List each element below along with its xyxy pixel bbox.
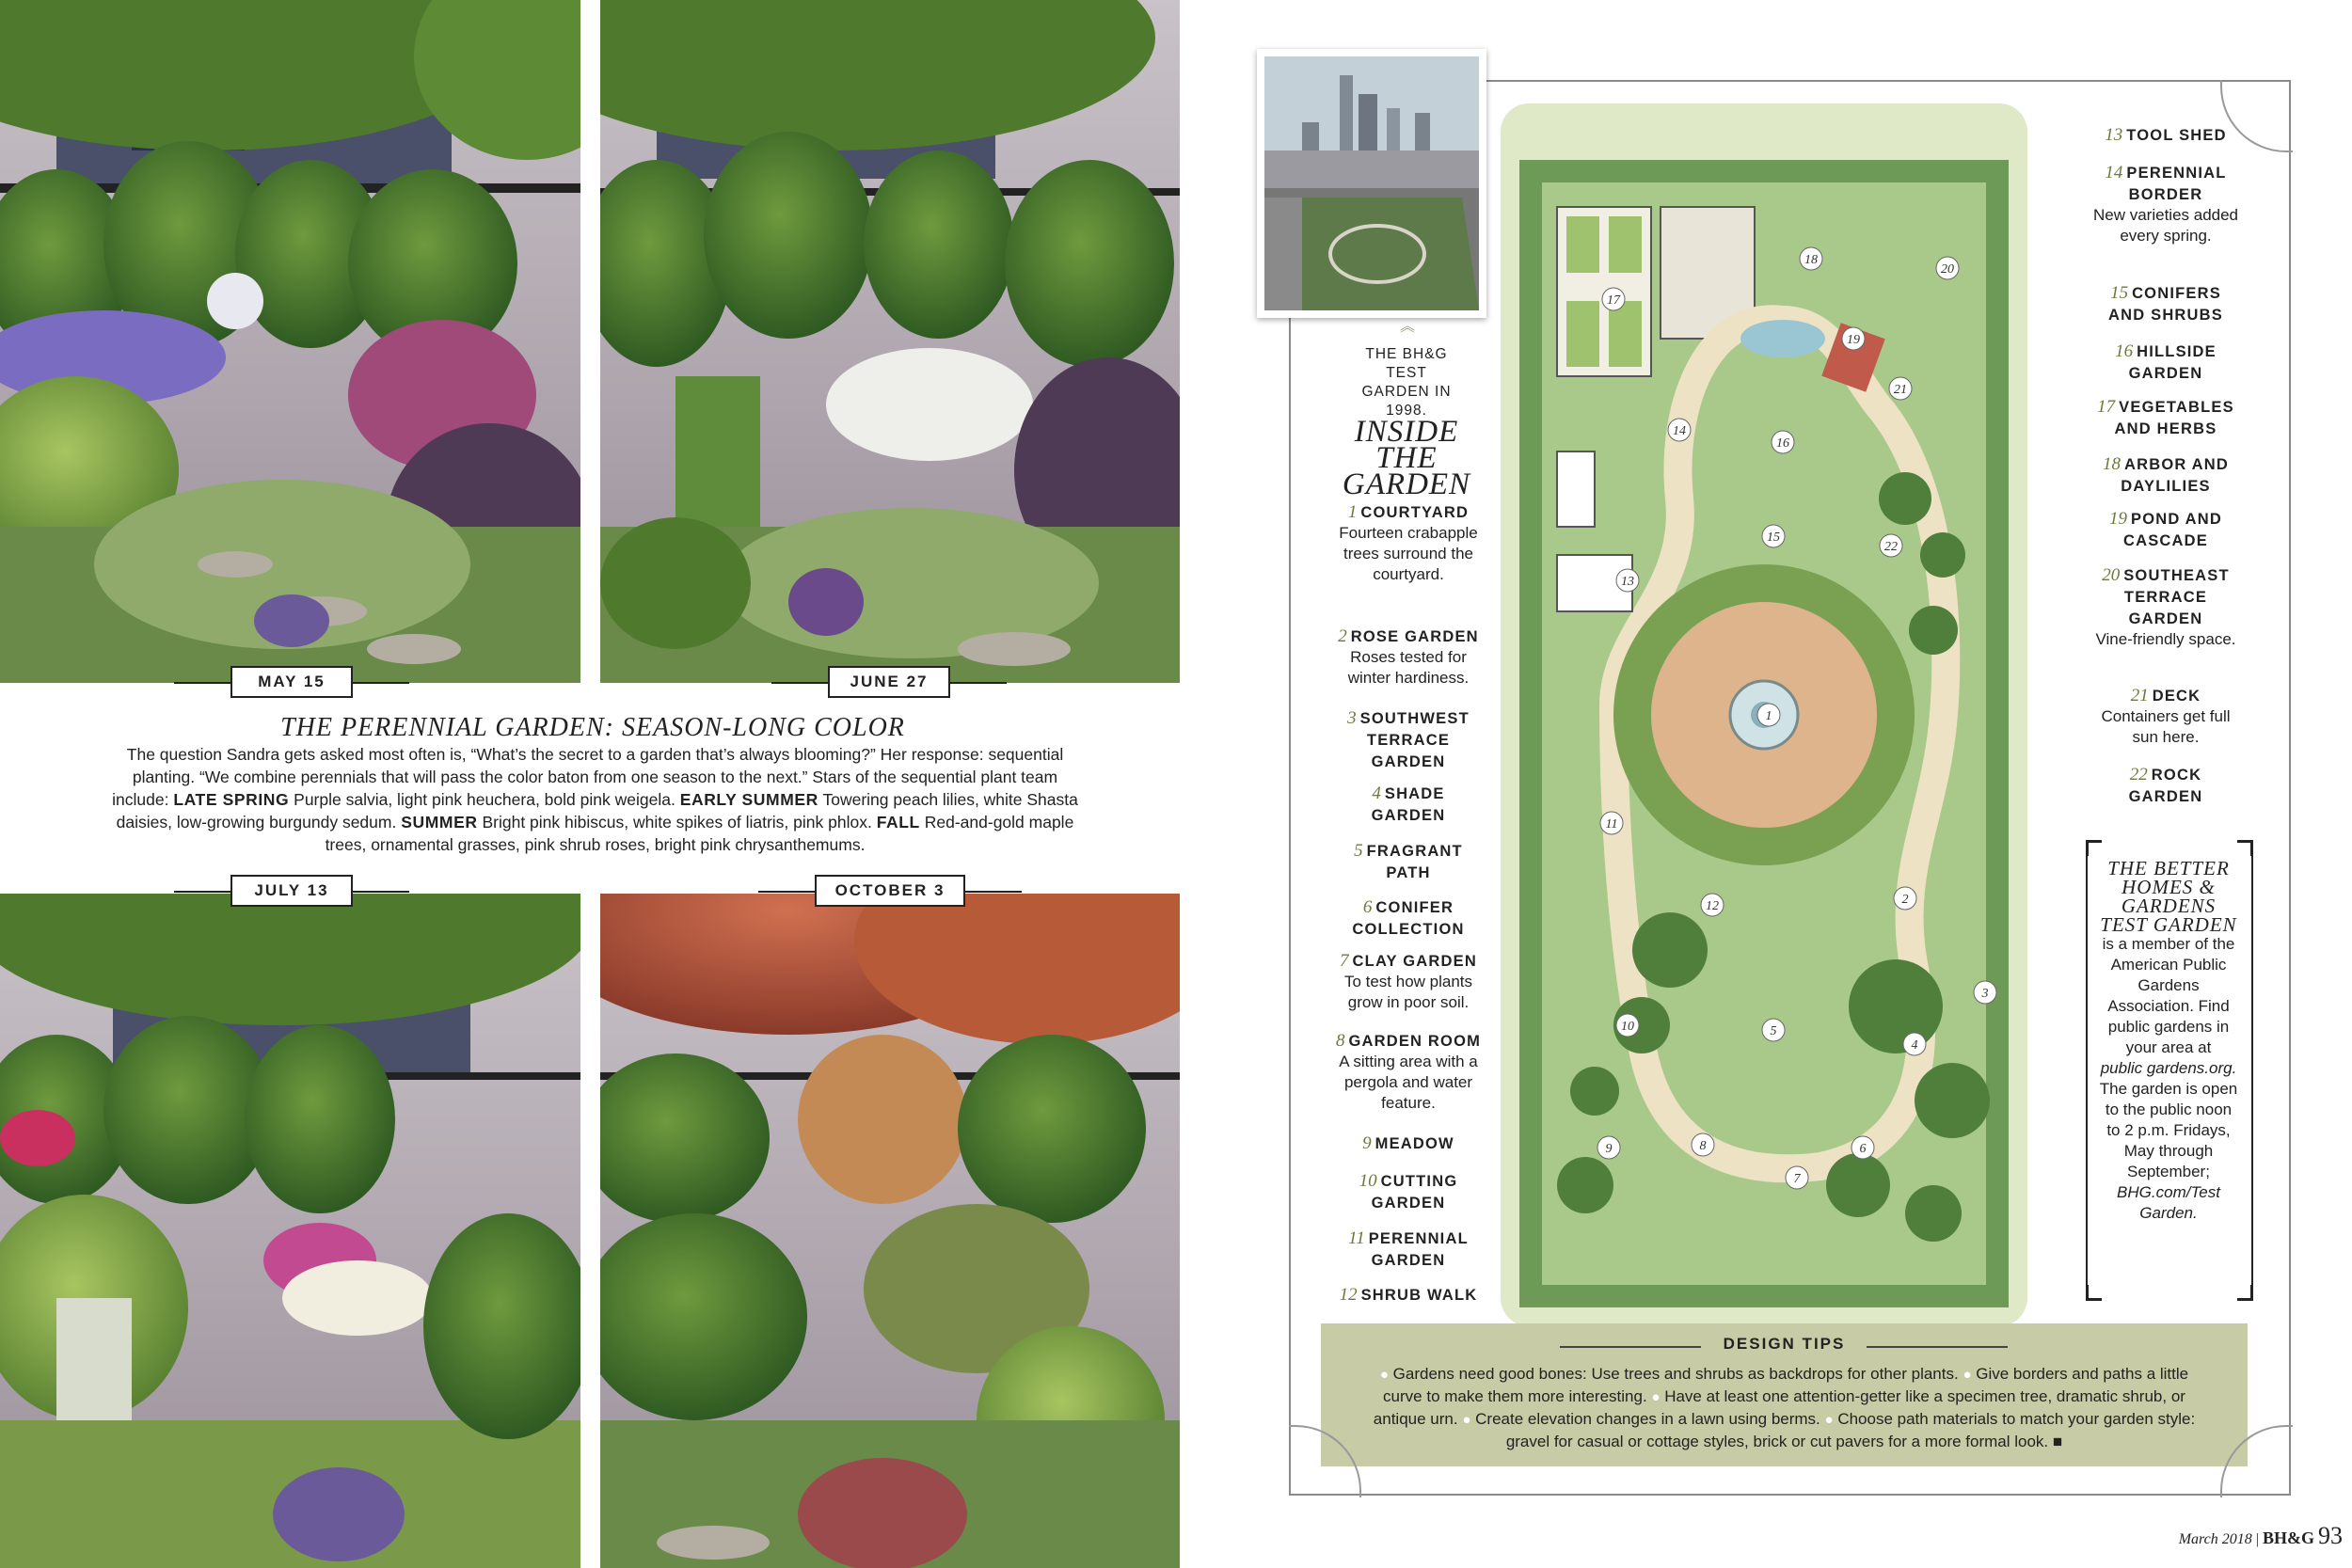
caption-intro: The question Sandra gets asked most often is, “What’s the secret to a garden that’s always blooming?” Her response: sequential planting. “We combine perennials that will pass the color baton from one season to the next.” Stars of the sequential plant team include:	[112, 745, 1064, 809]
legend-item	[2090, 124, 2241, 146]
legend-item	[1334, 896, 1483, 940]
season-text-fall: Red-and-gold maple trees, ornamental grasses, pink shrub roses, bright pink chrysanthemums.	[325, 813, 1074, 854]
inside-title-line3: GARDEN	[1342, 467, 1471, 501]
svg-text:22: 22	[1884, 540, 1898, 554]
season-label-early-summer: EARLY SUMMER	[679, 790, 818, 809]
legend-name: TOOL SHED	[2126, 127, 2227, 144]
date-label-june: JUNE 27	[828, 666, 950, 698]
legend-number: 20	[2102, 565, 2121, 585]
svg-text:1: 1	[1765, 709, 1772, 723]
legend-number: 17	[2097, 397, 2116, 417]
inset-arrow-icon: ︽	[1400, 319, 1416, 335]
folio-date: March 2018	[2178, 1531, 2252, 1547]
inset-caption: THE BH&G TEST GARDEN IN 1998.	[1361, 346, 1452, 419]
caption-title: THE PERENNIAL GARDEN: SEASON-LONG COLOR	[280, 713, 905, 742]
tip-4: Create elevation changes in a lawn using berms.	[1475, 1410, 1820, 1428]
legend-item	[1334, 783, 1483, 826]
season-label-summer: SUMMER	[401, 813, 478, 832]
legend-name: HILLSIDE GARDEN	[2128, 343, 2217, 382]
legend-name: SHADE GARDEN	[1371, 785, 1446, 824]
legend-description: New varieties added every spring.	[2092, 206, 2239, 245]
svg-text:16: 16	[1776, 436, 1789, 451]
legend-name: ROSE GARDEN	[1350, 628, 1479, 645]
legend-item	[2090, 162, 2241, 246]
inset-photo	[1257, 49, 1486, 318]
legend-number: 19	[2109, 509, 2127, 529]
svg-text:5: 5	[1770, 1024, 1777, 1038]
inside-title-line1: INSIDE	[1354, 415, 1459, 449]
photo-july	[0, 894, 580, 1568]
legend-number: 8	[1335, 1031, 1345, 1051]
tip-1: Gardens need good bones: Use trees and shrubs as backdrops for other plants.	[1392, 1365, 1959, 1383]
legend-name: SHRUB WALK	[1360, 1287, 1478, 1304]
tip-2: Give borders and paths a little curve to make them more interesting.	[1383, 1365, 2189, 1405]
svg-text:19: 19	[1847, 333, 1860, 347]
garden-map	[1501, 103, 2027, 1326]
legend-item	[1334, 626, 1483, 689]
legend-name: DECK	[2152, 688, 2201, 705]
legend-name: CONIFERS AND SHRUBS	[2107, 285, 2223, 324]
legend-number: 15	[2110, 283, 2129, 303]
legend-number: 3	[1347, 708, 1357, 728]
legend-item	[1334, 1132, 1483, 1154]
svg-text:20: 20	[1941, 262, 1954, 277]
tip-bullet-icon: ●	[1379, 1367, 1389, 1383]
legend-item	[2090, 685, 2241, 748]
legend-name: PERENNIAL BORDER	[2126, 165, 2227, 203]
svg-text:18: 18	[1804, 253, 1818, 267]
legend-name: CLAY GARDEN	[1352, 953, 1477, 970]
member-body2: The garden is open to the public noon to 2 p.m. Fridays, May through September;	[2099, 1080, 2238, 1180]
member-link2[interactable]: BHG.com/Test Garden.	[2117, 1183, 2220, 1222]
tips-title: DESIGN TIPS	[1723, 1335, 1846, 1353]
legend-number: 7	[1340, 951, 1349, 971]
legend-item	[1334, 840, 1483, 883]
legend-description: Containers get full sun here.	[2101, 707, 2231, 746]
legend-name: SOUTHEAST TERRACE GARDEN	[2123, 567, 2230, 627]
design-tips	[1321, 1323, 2248, 1466]
legend-item	[1334, 501, 1483, 585]
tip-bullet-icon: ●	[1462, 1412, 1471, 1428]
svg-text:4: 4	[1911, 1038, 1918, 1053]
legend-description: To test how plants grow in poor soil.	[1343, 973, 1473, 1011]
legend-name: PERENNIAL GARDEN	[1368, 1230, 1469, 1269]
legend-number: 14	[2105, 163, 2123, 182]
member-text	[2098, 859, 2239, 1224]
date-label-october: OCTOBER 3	[815, 875, 965, 907]
legend-name: MEADOW	[1375, 1135, 1454, 1152]
legend-item	[2090, 508, 2241, 551]
legend-description: Fourteen crabapple trees surround the courtyard.	[1339, 524, 1478, 583]
svg-text:7: 7	[1793, 1172, 1801, 1186]
caption-body	[103, 743, 1087, 856]
legend-item	[2090, 453, 2241, 497]
legend-number: 10	[1359, 1171, 1377, 1191]
legend-number: 5	[1354, 841, 1363, 861]
svg-text:15: 15	[1767, 531, 1780, 545]
legend-name: GARDEN ROOM	[1348, 1033, 1482, 1050]
photo-may	[0, 0, 580, 683]
date-label-july: JULY 13	[230, 875, 353, 907]
legend-name: CONIFER COLLECTION	[1352, 899, 1465, 938]
tip-bullet-icon: ●	[1824, 1412, 1834, 1428]
svg-text:14: 14	[1673, 424, 1686, 438]
svg-text:9: 9	[1605, 1142, 1613, 1156]
photo-october	[600, 894, 1180, 1568]
legend-item	[2090, 396, 2241, 439]
season-label-late-spring: LATE SPRING	[173, 790, 290, 809]
legend-number: 13	[2105, 125, 2123, 145]
svg-text:17: 17	[1607, 293, 1620, 308]
legend-item	[1334, 1170, 1483, 1213]
inside-title	[1327, 415, 1486, 501]
legend-item	[2090, 341, 2241, 384]
legend-item	[1334, 1227, 1483, 1271]
season-text-late-spring: Purple salvia, light pink heuchera, bold pink weigela.	[294, 790, 675, 809]
legend-description: Vine-friendly space.	[2095, 630, 2236, 648]
tips-end-mark: ■	[2052, 1433, 2063, 1450]
svg-text:11: 11	[1605, 817, 1618, 832]
photo-june	[600, 0, 1180, 683]
legend-number: 4	[1372, 784, 1381, 803]
svg-text:10: 10	[1621, 1020, 1634, 1034]
legend-name: SOUTHWEST TERRACE GARDEN	[1359, 710, 1470, 770]
legend-item	[1334, 1030, 1483, 1114]
folio-page: 93	[2318, 1522, 2343, 1549]
member-body1: is a member of the American Public Gardens Association. Find public gardens in your area at	[2102, 935, 2235, 1056]
legend-number: 12	[1339, 1285, 1358, 1305]
legend-item	[2090, 764, 2241, 807]
tip-bullet-icon: ●	[1963, 1367, 1972, 1383]
season-text-early-summer: Towering peach lilies, white Shasta daisies, low-growing burgundy sedum.	[116, 790, 1078, 832]
season-text-summer: Bright pink hibiscus, white spikes of liatris, pink phlox.	[482, 813, 872, 832]
tip-3: Have at least one attention-getter like a specimen tree, dramatic shrub, or antique urn.	[1373, 1387, 2185, 1428]
tip-bullet-icon: ●	[1651, 1389, 1661, 1405]
legend-name: COURTYARD	[1360, 504, 1470, 521]
svg-text:12: 12	[1706, 899, 1719, 913]
svg-text:6: 6	[1859, 1142, 1867, 1156]
svg-text:13: 13	[1621, 575, 1634, 589]
legend-number: 2	[1338, 626, 1347, 646]
svg-text:3: 3	[1981, 987, 1989, 1001]
legend-name: CUTTING GARDEN	[1371, 1173, 1458, 1212]
svg-text:2: 2	[1901, 893, 1909, 907]
legend-name: POND AND CASCADE	[2123, 511, 2222, 549]
inside-title-line2: THE	[1375, 441, 1438, 475]
legend-number: 11	[1348, 1228, 1365, 1248]
svg-text:21: 21	[1894, 383, 1907, 397]
legend-name: ROCK GARDEN	[2128, 767, 2203, 805]
legend-number: 9	[1362, 1133, 1372, 1153]
season-label-fall: FALL	[876, 813, 920, 832]
folio-brand: BH&G	[2262, 1528, 2314, 1547]
legend-item	[2090, 282, 2241, 325]
legend-item	[2090, 564, 2241, 650]
tip-5: Choose path materials to match your garden style: gravel for casual or cottage styles, brick or cut pavers for a more formal look.	[1505, 1410, 2196, 1450]
legend-number: 22	[2129, 765, 2148, 784]
date-label-may: MAY 15	[230, 666, 353, 698]
legend-number: 6	[1362, 897, 1373, 917]
legend-item	[1334, 707, 1483, 772]
tips-body	[1359, 1363, 2210, 1452]
legend-name: VEGETABLES AND HERBS	[2114, 399, 2234, 437]
legend-item	[1334, 950, 1483, 1013]
legend-number: 1	[1347, 502, 1358, 522]
legend-description: A sitting area with a pergola and water feature.	[1339, 1053, 1478, 1112]
member-link1[interactable]: public gardens.org.	[2100, 1059, 2237, 1077]
legend-description: Roses tested for winter hardiness.	[1347, 648, 1470, 687]
legend-number: 18	[2102, 454, 2121, 474]
svg-text:8: 8	[1699, 1139, 1707, 1153]
member-title: THE BETTER HOMES & GARDENS TEST GARDEN	[2100, 857, 2237, 936]
legend-number: 16	[2115, 341, 2134, 361]
folio: March 2018 | BH&G 93	[2178, 1522, 2343, 1549]
legend-number: 21	[2130, 686, 2149, 705]
legend-item	[1334, 1284, 1483, 1306]
legend-name: FRAGRANT PATH	[1366, 843, 1463, 881]
legend-name: ARBOR AND DAYLILIES	[2121, 456, 2230, 495]
